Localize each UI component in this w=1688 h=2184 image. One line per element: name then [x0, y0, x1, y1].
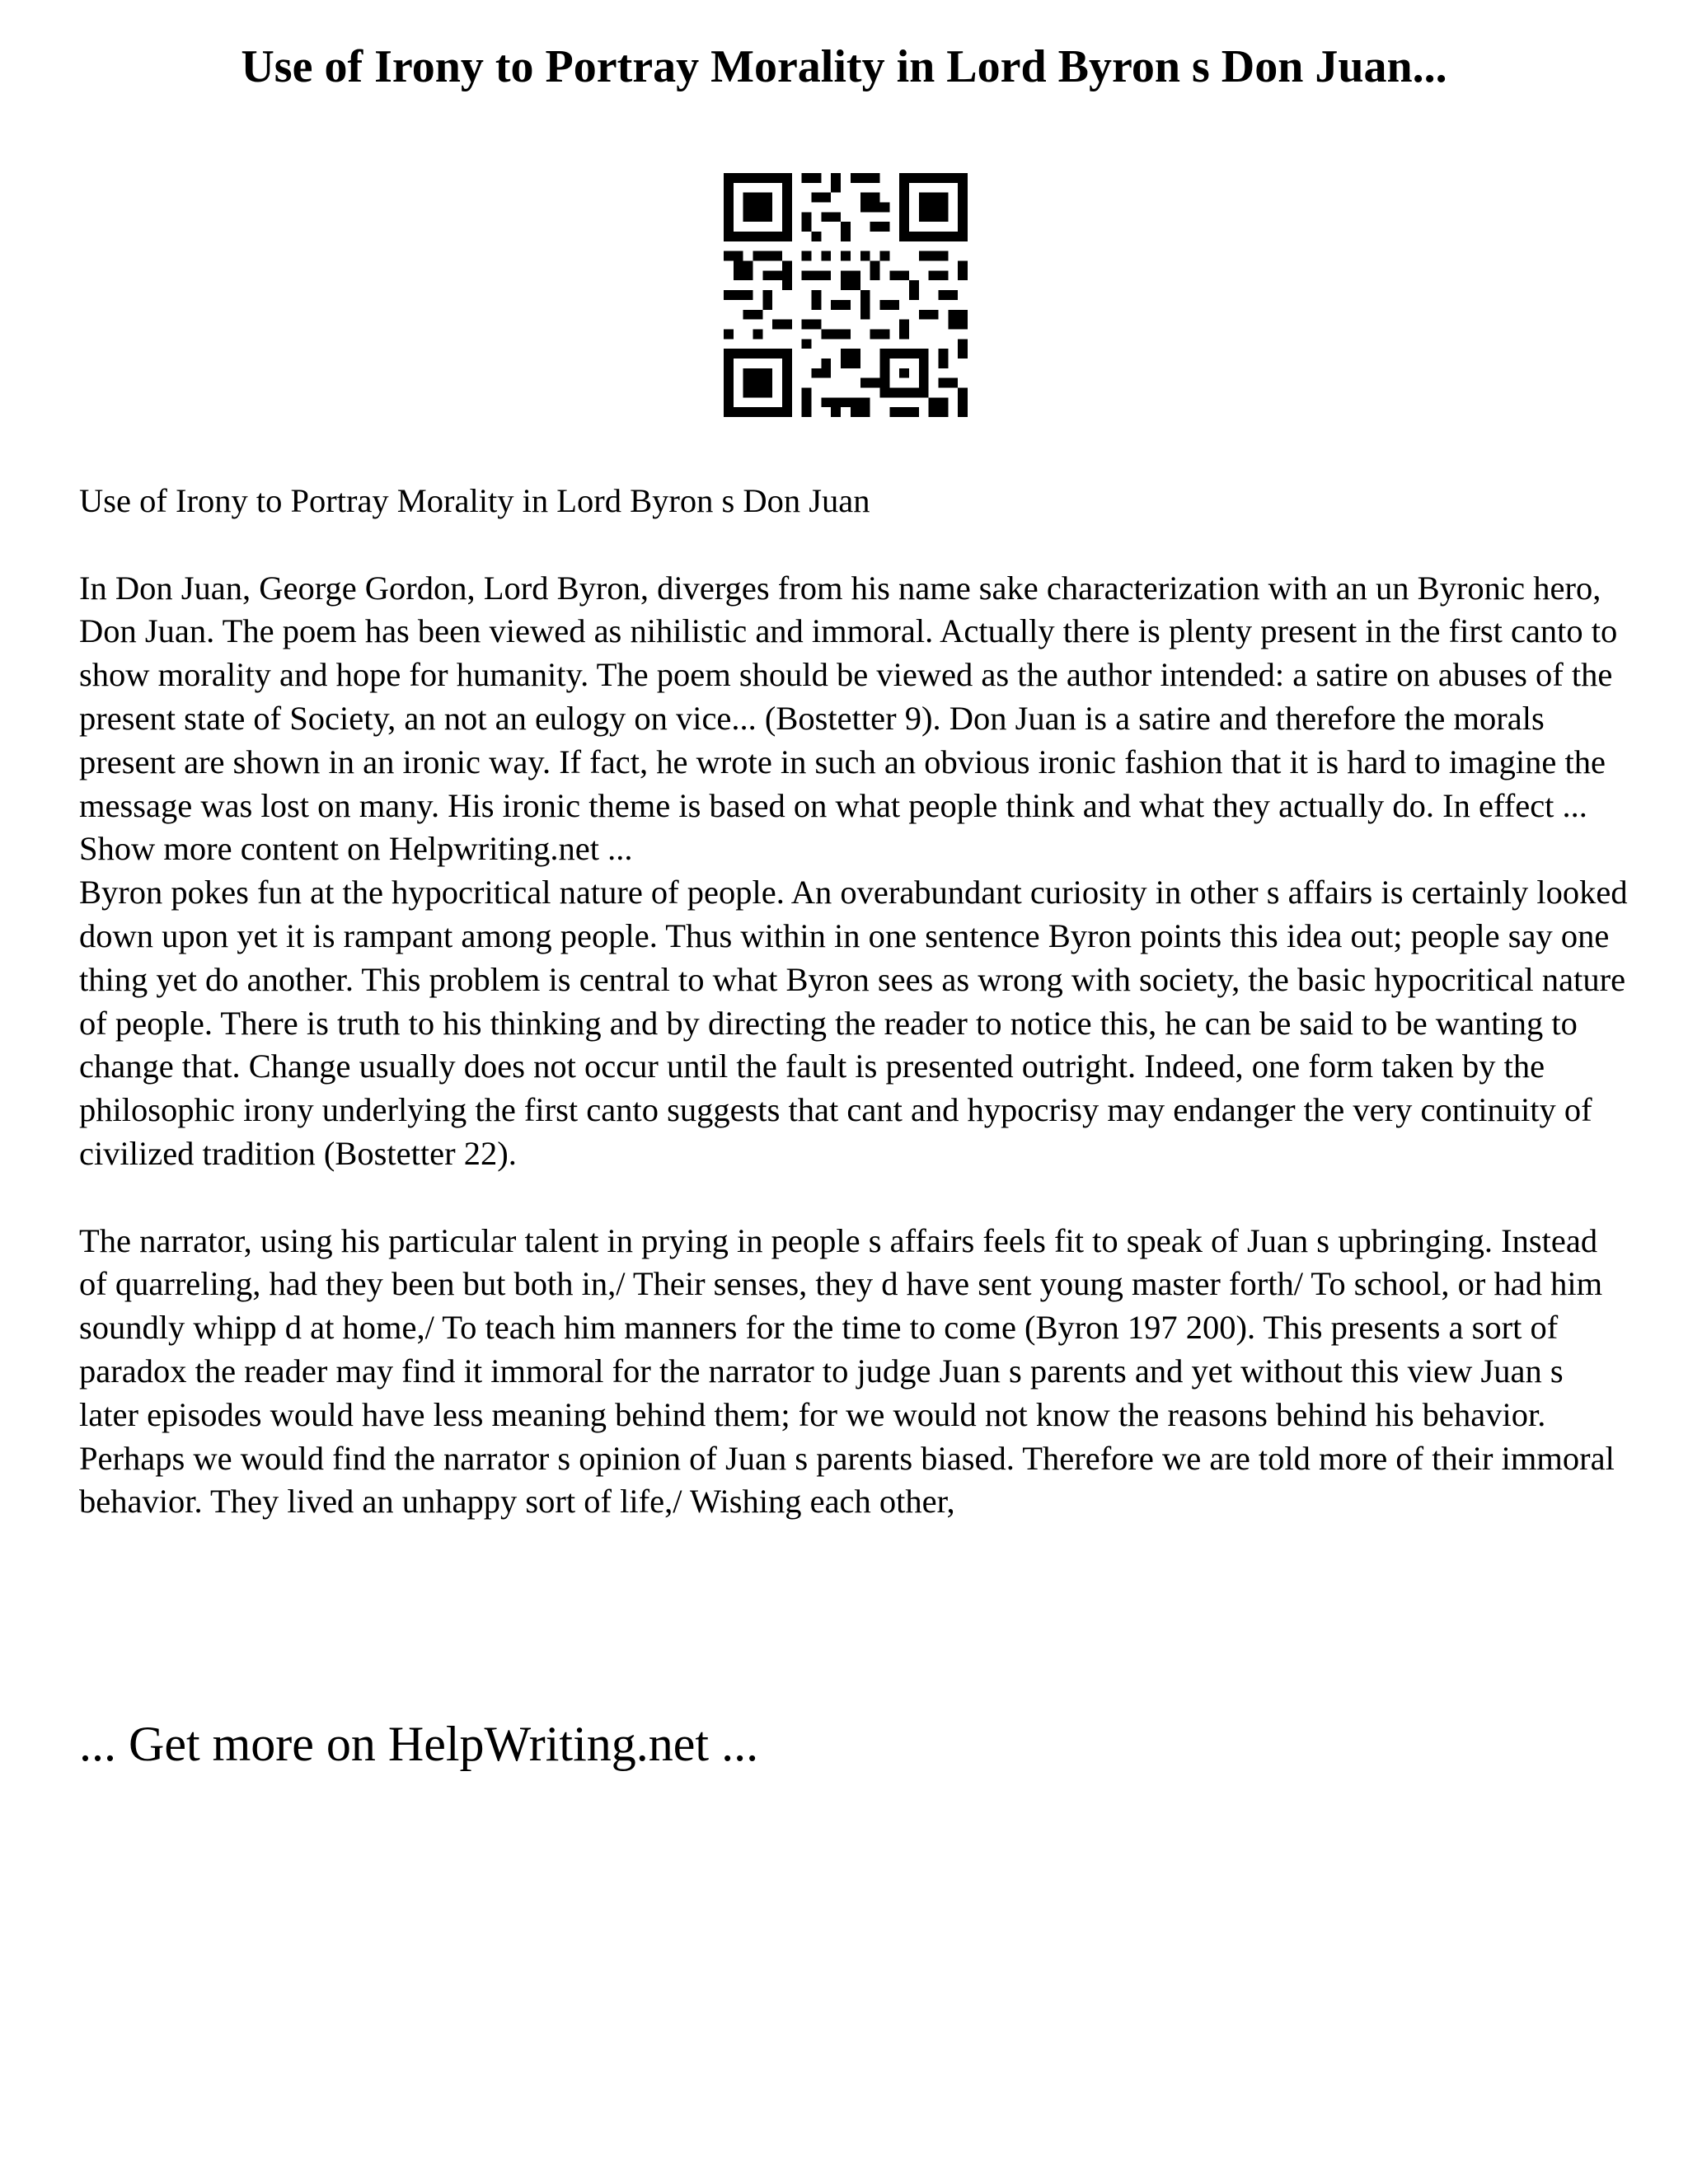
body-paragraph: Byron pokes fun at the hypocritical nature of people. An overabundant curiosity in other s affairs is certainly looked down upon yet it is rampant among people. Thus within in one sentence Byron points this idea out; people say one thing yet do another. This problem is central to what Byron sees as wrong with society, the basic hypocritical nature of people. There is truth to his thinking and by directing the reader to notice this, he can be said to be wanting to change that. Change usually does not occur until the fault is presented outright. Indeed, one form taken by the philosophic irony underlying the first canto suggests that cant and hypocrisy may endanger the very continuity of civilized tradition (Bostetter 22).: [79, 874, 1628, 1172]
document-body: [79, 480, 1629, 1524]
document-subtitle: Use of Irony to Portray Morality in Lord Byron s Don Juan: [79, 482, 870, 519]
body-paragraph: In Don Juan, George Gordon, Lord Byron, diverges from his name sake characterization with an un Byronic hero, Don Juan. The poem has been viewed as nihilistic and immoral. Actually there is plenty present in the first canto to show morality and hope for humanity. The poem should be viewed as the author intended: a satire on abuses of the present state of Society, an not an eulogy on vice... (Bostetter 9). Don Juan is a satire and therefore the morals present are shown in an ironic way. If fact, he wrote in such an obvious ironic fashion that it is hard to imagine the message was lost on many. His ironic theme is based on what people think and what they actually do. In effect ... Show more content on Helpwriting.net ...: [79, 569, 1618, 868]
document-title: Use of Irony to Portray Morality in Lord Byron s Don Juan...: [241, 41, 1447, 92]
qr-code-icon: [724, 173, 968, 417]
helpwriting-link[interactable]: ... Get more on HelpWriting.net ...: [79, 1717, 759, 1771]
body-paragraph: The narrator, using his particular talent in prying in people s affairs feels fit to speak of Juan s upbringing. Instead of quarreling, had they been but both in,/ Their senses, they d have sent young master forth/ To school, or had him soundly whipp d at home,/ To teach him manners for the time to come (Byron 197 200). This presents a sort of paradox the reader may find it immoral for the narrator to judge Juan s parents and yet without this view Juan s later episodes would have less meaning behind them; for we would not know the reasons behind his behavior. Perhaps we would find the narrator s opinion of Juan s parents biased. Therefore we are told more of their immoral behavior. They lived an unhappy sort of life,/ Wishing each other,: [79, 1221, 1615, 1521]
